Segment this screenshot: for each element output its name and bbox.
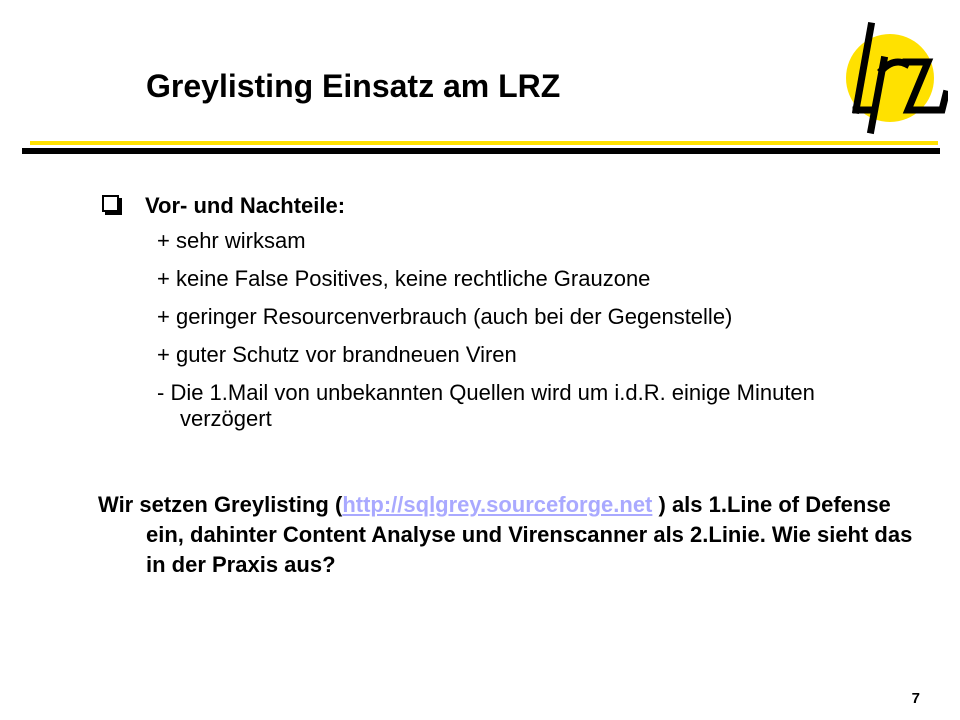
list-item: + guter Schutz vor brandneuen Viren: [157, 342, 517, 367]
list-item: + sehr wirksam: [157, 228, 306, 253]
pros-cons-list: [157, 228, 877, 444]
list-item: + geringer Resourcenverbrauch (auch bei der Gegenstelle): [157, 304, 733, 329]
section-heading-text: Vor- und Nachteile:: [145, 193, 346, 218]
summary-paragraph: [98, 490, 926, 580]
sqlgrey-link[interactable]: http://sqlgrey.sourceforge.net: [342, 492, 653, 517]
summary-text-before: Wir setzen Greylisting (: [98, 492, 343, 517]
list-item: + keine False Positives, keine rechtliche Grauzone: [157, 266, 651, 291]
title-divider: [22, 148, 940, 154]
summary-text-after: ) als 1.Line of Defense ein, dahinter Content Analyse und Virenscanner als 2.Linie. Wie sieht das in der Praxis aus?: [146, 492, 913, 577]
lrz-logo: [838, 18, 948, 136]
checkbox-bullet-icon: [102, 195, 119, 212]
page-number: 7: [911, 690, 920, 707]
title-accent-line: [30, 141, 938, 145]
slide-title: Greylisting Einsatz am LRZ: [146, 68, 561, 104]
section-heading: [102, 192, 345, 220]
list-item: - Die 1.Mail von unbekannten Quellen wird um i.d.R. einige Minuten verzögert: [157, 380, 815, 431]
